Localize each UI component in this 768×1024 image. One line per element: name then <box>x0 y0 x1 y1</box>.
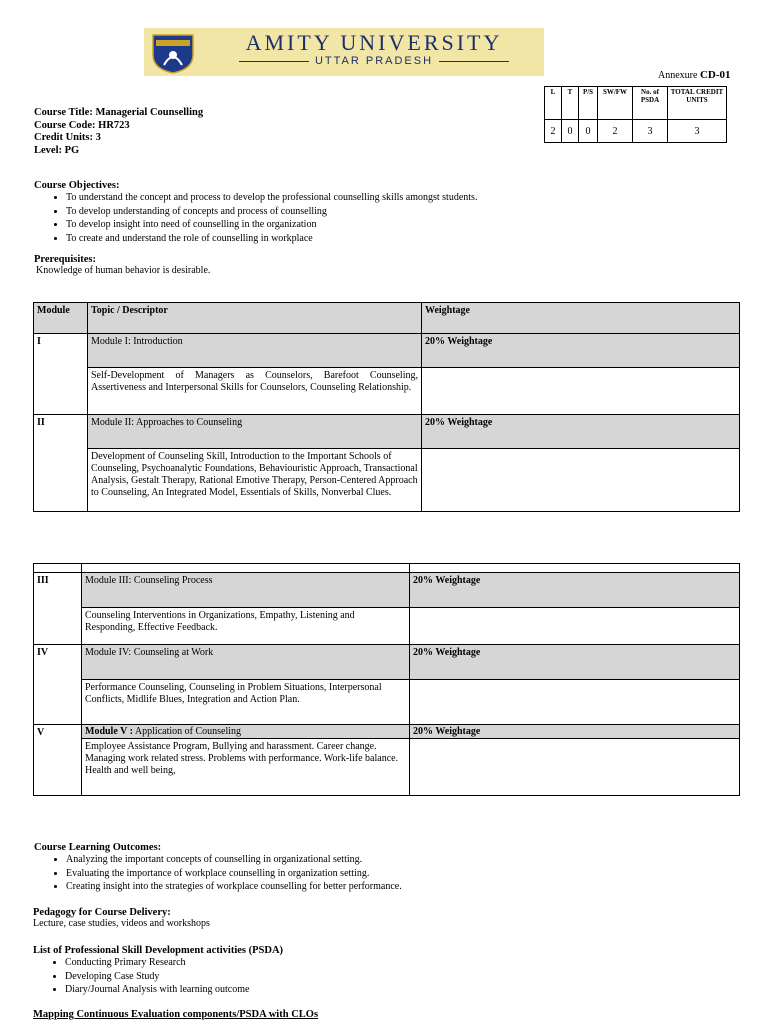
psda-heading: List of Professional Skill Development activities (PSDA) <box>33 945 284 956</box>
table-row <box>34 334 740 368</box>
list-item: • To develop insight into need of counselling in the organization <box>66 218 734 232</box>
prerequisites-text: Knowledge of human behavior is desirable. <box>36 265 211 276</box>
empty-cell <box>410 739 740 796</box>
modules-table-continued <box>33 563 740 796</box>
campus-label: UTTAR PRADESH <box>314 55 434 67</box>
module-description: Performance Counseling, Counseling in Problem Situations, Interpersonal Conflicts, Midlife Blues, Integration and Action Plan. <box>82 680 410 725</box>
psda-list <box>33 956 733 997</box>
prerequisites-heading: Prerequisites: <box>34 254 97 265</box>
pedagogy-text: Lecture, case studies, videos and workshops <box>33 918 210 929</box>
module-description: Self-Development of Managers as Counselors, Barefoot Counseling, Assertiveness and Interpersonal Skills for Counselors, Counseling Relationship. <box>88 368 422 415</box>
credit-value-cell: 0 <box>579 120 598 143</box>
header-topic: Topic / Descriptor <box>88 303 422 334</box>
mapping-heading: Mapping Continuous Evaluation components/PSDA with CLOs <box>33 1009 319 1020</box>
list-item: • To understand the concept and process to develop the professional counselling skills amongst students. <box>66 191 734 205</box>
module-weightage: 20% Weightage <box>410 573 740 608</box>
module-number: III <box>34 573 82 645</box>
empty-cell <box>34 564 82 573</box>
objectives-list <box>34 191 734 245</box>
credit-header-cell: T <box>562 87 579 120</box>
module-title: Module IV: Counseling at Work <box>82 645 410 680</box>
list-item: • To develop understanding of concepts and process of counselling <box>66 205 734 219</box>
empty-cell <box>410 564 740 573</box>
credit-header-cell: TOTAL CREDIT UNITS <box>668 87 727 120</box>
module-title: Module III: Counseling Process <box>82 573 410 608</box>
header-module: Module <box>34 303 88 334</box>
divider-left <box>239 61 309 62</box>
pedagogy-heading: Pedagogy for Course Delivery: <box>33 907 171 918</box>
module-description: Employee Assistance Program, Bullying and harassment. Career change. Managing work related stress. Problems with performance. Work-life balance. Health and well being, <box>82 739 410 796</box>
credit-value-row <box>545 120 727 143</box>
outcomes-heading: Course Learning Outcomes: <box>34 842 162 853</box>
table-row <box>34 573 740 608</box>
module-number: V <box>34 725 82 796</box>
empty-cell <box>410 680 740 725</box>
empty-cell <box>410 608 740 645</box>
module-title: Module I: Introduction <box>88 334 422 368</box>
list-item: • Conducting Primary Research <box>65 956 733 970</box>
table-row <box>34 725 740 739</box>
list-item: • Diary/Journal Analysis with learning outcome <box>65 983 733 997</box>
list-item: • Analyzing the important concepts of counselling in organizational setting. <box>66 853 734 867</box>
course-title: Course Title: Managerial Counselling <box>34 107 204 118</box>
table-spacer-row <box>34 564 740 573</box>
outcomes-list <box>34 853 734 894</box>
module-description: Counseling Interventions in Organizations, Empathy, Listening and Responding, Effective Feedback. <box>82 608 410 645</box>
objectives-heading: Course Objectives: <box>34 180 120 191</box>
modules-table <box>33 302 740 512</box>
annexure-code: CD-01 <box>699 69 731 81</box>
module-number: I <box>34 334 88 415</box>
module-weightage: 20% Weightage <box>410 645 740 680</box>
course-info <box>34 107 203 157</box>
table-header-row <box>34 303 740 334</box>
table-row <box>34 449 740 512</box>
list-item: • Evaluating the importance of workplace counselling in organization setting. <box>66 867 734 881</box>
module-number: IV <box>34 645 82 725</box>
psda-section <box>33 945 733 997</box>
table-row <box>34 739 740 796</box>
credit-header-cell: L <box>545 87 562 120</box>
credit-header-cell: P/S <box>579 87 598 120</box>
university-name: AMITY UNIVERSITY <box>245 30 503 55</box>
credit-value-cell: 3 <box>633 120 668 143</box>
table-row <box>34 415 740 449</box>
university-campus <box>206 55 542 67</box>
module-title: Module II: Approaches to Counseling <box>88 415 422 449</box>
module-title-rest: Application of Counseling <box>132 726 242 737</box>
credit-value-cell: 2 <box>598 120 633 143</box>
empty-cell <box>82 564 410 573</box>
table-row <box>34 680 740 725</box>
empty-cell <box>422 368 740 415</box>
table-row <box>34 645 740 680</box>
module-weightage: 20% Weightage <box>410 725 740 739</box>
module-weightage: 20% Weightage <box>422 415 740 449</box>
list-item: • Creating insight into the strategies of workplace counselling for better performance. <box>66 880 734 894</box>
credit-value-cell: 2 <box>545 120 562 143</box>
header-weightage: Weightage <box>422 303 740 334</box>
module-number: II <box>34 415 88 512</box>
credit-units: Credit Units: 3 <box>34 132 101 143</box>
divider-right <box>439 61 509 62</box>
module-title-bold: Module V : <box>85 726 133 737</box>
prerequisites-section <box>34 254 734 276</box>
course-level: Level: PG <box>34 144 80 156</box>
outcomes-section <box>34 842 734 894</box>
credit-header-row <box>545 87 727 120</box>
module-weightage: 20% Weightage <box>422 334 740 368</box>
list-item: • To create and understand the role of counselling in workplace <box>66 232 734 246</box>
module-description: Development of Counseling Skill, Introduction to the Important Schools of Counseling, Psychoanalytic Foundations, Behaviouristic Approach, Transactional Analysis, Gestalt Therapy, Rational Emotive Therapy, Person-Centered Approach to Counseling, An Integrated Model, Essentials of Skills, Nonverbal Clues. <box>88 449 422 512</box>
table-row <box>34 368 740 415</box>
module-title <box>82 725 410 739</box>
annexure-prefix: Annexure <box>658 70 698 81</box>
credit-value-cell: 3 <box>668 120 727 143</box>
empty-cell <box>422 449 740 512</box>
course-code: Course Code: HR723 <box>34 119 130 131</box>
table-row <box>34 608 740 645</box>
list-item: • Developing Case Study <box>65 970 733 984</box>
objectives-section <box>34 180 734 245</box>
credit-header-cell: SW/FW <box>598 87 633 120</box>
credit-value-cell: 0 <box>562 120 579 143</box>
pedagogy-section <box>33 907 733 929</box>
annexure-label <box>658 69 731 81</box>
credit-units-table <box>544 86 727 143</box>
amity-crest-icon <box>150 31 196 74</box>
credit-header-cell: No. of PSDA <box>633 87 668 120</box>
